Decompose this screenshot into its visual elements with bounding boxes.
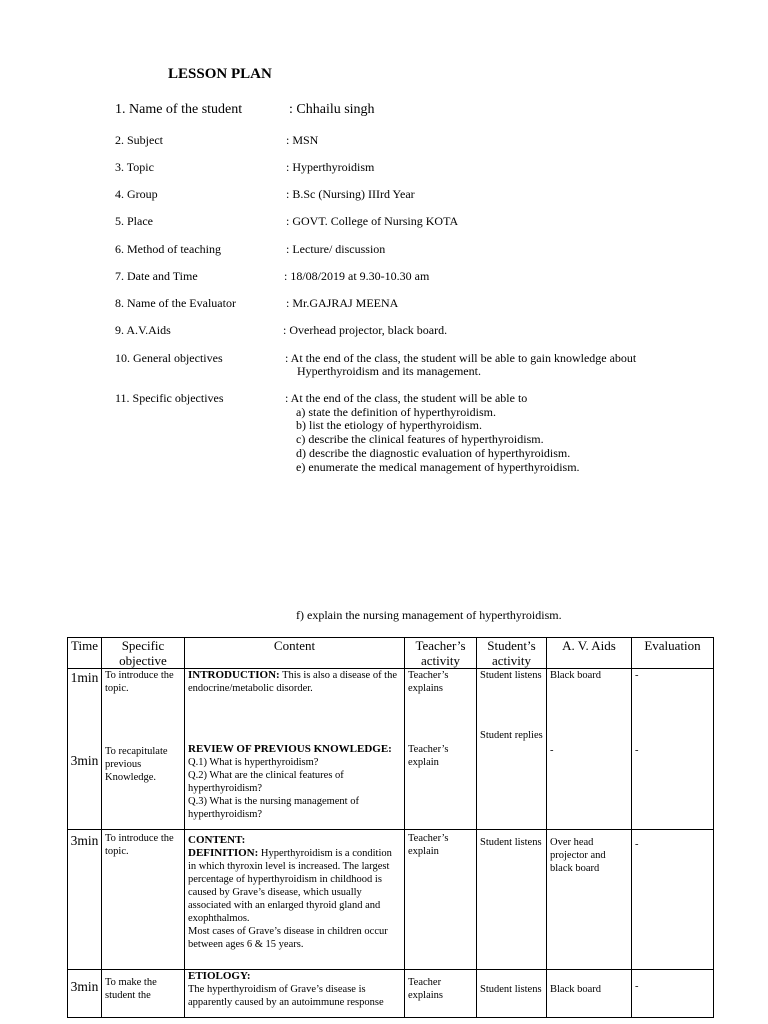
cell-objective	[102, 669, 185, 830]
teacher-4: Teacher explains	[408, 977, 443, 1001]
detail-label-method: 6. Method of teaching	[115, 242, 221, 256]
time-3: 3min	[70, 833, 99, 848]
cell-student-activity	[477, 970, 547, 1018]
content-line-q2: Q.2) What are the clinical features of hyperthyroidism?	[188, 770, 344, 794]
table-row	[68, 970, 714, 1018]
table-row	[68, 669, 714, 830]
header-evaluation: Evaluation	[632, 638, 714, 669]
detail-label-av-aids: 9. A.V.Aids	[115, 323, 171, 337]
detail-label-place: 5. Place	[115, 214, 153, 228]
specific-objective-c: c) describe the clinical features of hyperthyroidism.	[296, 432, 544, 446]
time-1: 1min	[70, 670, 99, 685]
detail-value-topic: : Hyperthyroidism	[286, 160, 375, 174]
content-text-etiology: The hyperthyroidism of Grave’s disease is apparently caused by an autoimmune response	[188, 984, 384, 1008]
evaluation-3: -	[635, 839, 639, 850]
specific-objective-d: d) describe the diagnostic evaluation of hyperthyroidism.	[296, 446, 571, 460]
specific-objective-e: e) enumerate the medical management of hyperthyroidism.	[296, 460, 580, 474]
aids-1: Black board	[550, 670, 602, 681]
aids-2: -	[550, 745, 554, 756]
cell-evaluation	[632, 669, 714, 830]
content-text-graves: Most cases of Grave’s disease in children occur between ages 6 & 15 years.	[188, 926, 388, 950]
cell-av-aids	[547, 830, 632, 970]
header-student-activity: Student’s activity	[477, 638, 547, 669]
content-text-definition: Hyperthyroidism is a condition in which thyroxin level is increased. The largest percentage of hyperthyroidism in childhood is caused by Grave’s disease, which usually associated with an enlarged thyroid gland and exophthalmos.	[188, 848, 392, 924]
cell-teacher-activity	[405, 830, 477, 970]
content-1	[188, 669, 401, 695]
teacher-1: Teacher’s explains	[408, 670, 449, 694]
cell-time	[68, 669, 102, 830]
content-heading-review: REVIEW OF PREVIOUS KNOWLEDGE:	[188, 743, 392, 755]
detail-label-evaluator: 8. Name of the Evaluator	[115, 296, 236, 310]
cell-teacher-activity	[405, 669, 477, 830]
header-teacher-activity: Teacher’s activity	[405, 638, 477, 669]
detail-value-general-objectives: : At the end of the class, the student will be able to gain knowledge about	[285, 351, 637, 365]
objective-3: To introduce the topic.	[105, 833, 174, 857]
student-2: Student replies	[480, 730, 543, 741]
content-text-introduction: This is also a disease of the endocrine/metabolic disorder.	[188, 670, 398, 694]
time-2: 3min	[70, 753, 99, 768]
table-header-row	[68, 638, 714, 669]
detail-label-specific-objectives: 11. Specific objectives	[115, 391, 224, 405]
detail-value-method: : Lecture/ discussion	[286, 242, 386, 256]
detail-value-evaluator: : Mr.GAJRAJ MEENA	[286, 296, 399, 310]
detail-value-date: : 18/08/2019 at 9.30-10.30 am	[284, 269, 430, 283]
teacher-3: Teacher’s explain	[408, 833, 449, 857]
content-heading-content: CONTENT:	[188, 834, 246, 846]
detail-label-name: 1. Name of the student	[115, 102, 243, 117]
detail-label-topic: 3. Topic	[115, 160, 154, 174]
detail-value-av-aids: : Overhead projector, black board.	[283, 323, 448, 337]
detail-value-subject: : MSN	[286, 133, 319, 147]
header-specific-objective: Specific objective	[102, 638, 185, 669]
content-line-q1: Q.1) What is hyperthyroidism?	[188, 757, 319, 768]
header-content: Content	[185, 638, 405, 669]
cell-content	[185, 970, 405, 1018]
detail-label-date: 7. Date and Time	[115, 269, 198, 283]
cell-student-activity	[477, 830, 547, 970]
specific-objective-b: b) list the etiology of hyperthyroidism.	[296, 418, 482, 432]
aids-4: Black board	[550, 984, 602, 995]
cell-av-aids	[547, 669, 632, 830]
evaluation-1: -	[635, 670, 639, 681]
cell-student-activity	[477, 669, 547, 830]
detail-label-group: 4. Group	[115, 187, 158, 201]
cell-evaluation	[632, 970, 714, 1018]
objective-4: To make the student the	[105, 977, 157, 1001]
content-definition	[188, 847, 401, 925]
detail-value-general-objectives-cont: Hyperthyroidism and its management.	[297, 364, 481, 378]
cell-teacher-activity	[405, 970, 477, 1018]
student-3: Student listens	[480, 837, 542, 848]
content-subheading-definition: DEFINITION:	[188, 847, 259, 859]
cell-evaluation	[632, 830, 714, 970]
detail-value-group: : B.Sc (Nursing) IIIrd Year	[286, 187, 415, 201]
header-av-aids: A. V. Aids	[547, 638, 632, 669]
time-4: 3min	[70, 979, 99, 994]
cell-av-aids	[547, 970, 632, 1018]
detail-value-name: : Chhailu singh	[289, 102, 375, 117]
objective-1: To introduce the topic.	[105, 670, 174, 694]
evaluation-2: -	[635, 745, 639, 756]
table-row	[68, 830, 714, 970]
detail-value-specific-objectives: : At the end of the class, the student will be able to	[285, 391, 528, 405]
cell-time	[68, 830, 102, 970]
specific-objective-f: f) explain the nursing management of hyperthyroidism.	[296, 608, 562, 622]
cell-objective	[102, 970, 185, 1018]
evaluation-4: -	[635, 981, 639, 992]
detail-value-place: : GOVT. College of Nursing KOTA	[286, 214, 459, 228]
aids-3: Over head projector and black board	[550, 837, 606, 874]
cell-time	[68, 970, 102, 1018]
content-line-q3: Q.3) What is the nursing management of hyperthyroidism?	[188, 796, 359, 820]
lesson-plan-table	[67, 637, 714, 1018]
student-4: Student listens	[480, 984, 542, 995]
content-heading-introduction: INTRODUCTION:	[188, 669, 280, 681]
header-time: Time	[68, 638, 102, 669]
cell-content	[185, 830, 405, 970]
specific-objective-a: a) state the definition of hyperthyroidism.	[296, 405, 496, 419]
detail-label-subject: 2. Subject	[115, 133, 163, 147]
cell-objective	[102, 830, 185, 970]
page-title: LESSON PLAN	[168, 66, 272, 82]
content-heading-etiology: ETIOLOGY:	[188, 970, 251, 982]
detail-label-general-objectives: 10. General objectives	[115, 351, 223, 365]
objective-2: To recapitulate previous Knowledge.	[105, 746, 168, 783]
cell-content	[185, 669, 405, 830]
teacher-2: Teacher’s explain	[408, 744, 449, 768]
student-1: Student listens	[480, 670, 542, 681]
